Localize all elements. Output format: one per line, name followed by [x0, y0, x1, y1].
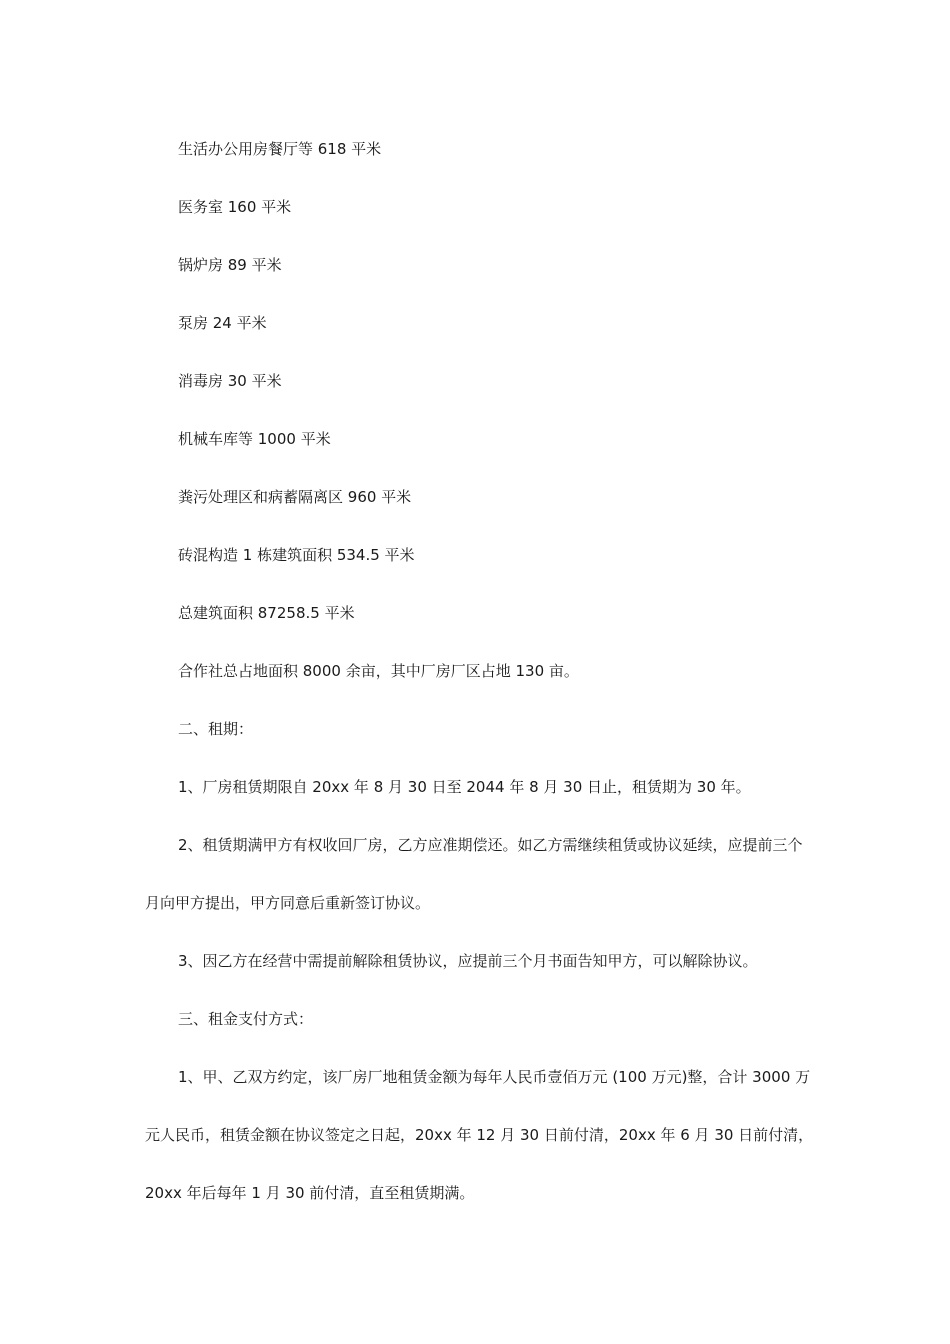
- paragraph-payment-1: 1、甲、乙双方约定，该厂房厂地租赁金额为每年人民币壹佰万元 (100 万元)整，合计 3000 万元人民币，租赁金额在协议签定之日起，20xx 年 12 月 30 日前付清，20xx 年 6 月 30 日前付清，20xx 年后每年 1 月 30 前付清，直至租赁期满。: [145, 1068, 814, 1202]
- paragraph-lease-term-2: 2、租赁期满甲方有权收回厂房，乙方应准期偿还。如乙方需继续租赁或协议延续，应提前三个月向甲方提出，甲方同意后重新签订协议。: [145, 836, 803, 912]
- paragraph-brick-building: 砖混构造 1 栋建筑面积 534.5 平米: [178, 546, 415, 564]
- paragraph-disinfection-room: 消毒房 30 平米: [178, 372, 282, 390]
- paragraph-total-area: 总建筑面积 87258.5 平米: [178, 604, 355, 622]
- section-heading-payment: 三、租金支付方式：: [178, 1010, 314, 1028]
- section-heading-lease-term: 二、租期：: [178, 720, 254, 738]
- paragraph-pump-room: 泵房 24 平米: [178, 314, 267, 332]
- paragraph-manure-isolation: 粪污处理区和病蓄隔离区 960 平米: [178, 488, 412, 506]
- paragraph-lease-term-1: 1、厂房租赁期限自 20xx 年 8 月 30 日至 2044 年 8 月 30 日止，租赁期为 30 年。: [178, 778, 751, 796]
- document-body: [145, 120, 817, 1222]
- paragraph-clinic: 医务室 160 平米: [178, 198, 292, 216]
- paragraph-boiler-room: 锅炉房 89 平米: [178, 256, 282, 274]
- paragraph-office-canteen: 生活办公用房餐厅等 618 平米: [178, 140, 382, 158]
- paragraph-machinery-garage: 机械车库等 1000 平米: [178, 430, 331, 448]
- paragraph-land-area: 合作社总占地面积 8000 余亩，其中厂房厂区占地 130 亩。: [178, 662, 579, 680]
- paragraph-lease-term-3: 3、因乙方在经营中需提前解除租赁协议，应提前三个月书面告知甲方，可以解除协议。: [178, 952, 758, 970]
